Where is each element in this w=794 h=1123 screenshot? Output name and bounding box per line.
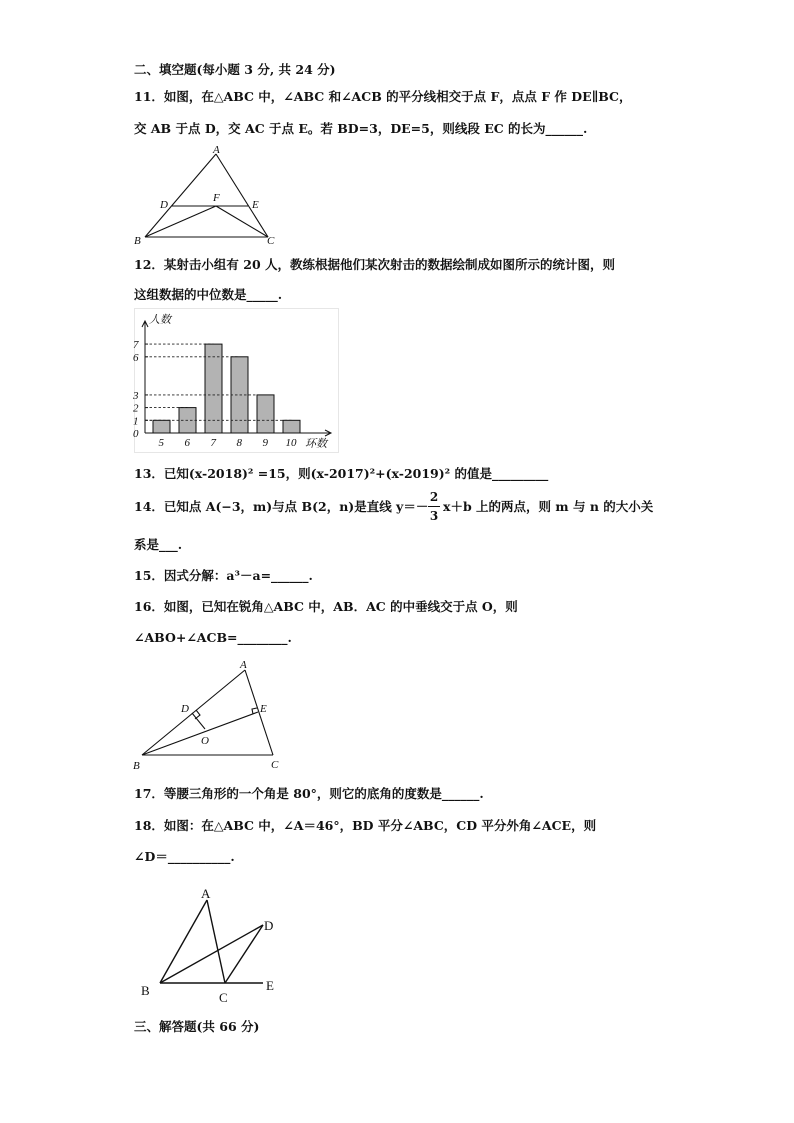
fraction-denominator: 3 xyxy=(429,509,439,523)
question-12-chart-frame xyxy=(134,308,339,453)
label-d: D xyxy=(160,199,168,211)
y-axis-label: 人数 xyxy=(149,314,171,326)
fraction-numerator: 2 xyxy=(429,490,439,504)
y-tick-label: 6 xyxy=(133,351,139,364)
question-11-line-2: 交 AB 于点 D，交 AC 于点 E。若 BD=3，DE=5，则线段 EC 的长为______. xyxy=(134,121,588,136)
label-b: B xyxy=(141,983,150,998)
label-f: F xyxy=(213,192,220,204)
label-d: D xyxy=(264,918,274,933)
y-tick-label: 3 xyxy=(133,389,139,402)
label-a: A xyxy=(240,659,247,671)
question-13: 13．已知(x-2018)² =15，则(x-2017)²+(x-2019)² 的值是_________ xyxy=(134,466,549,481)
y-tick-label: 7 xyxy=(133,339,139,352)
question-12-bar-chart xyxy=(135,309,338,452)
x-axis-label: 环数 xyxy=(305,438,327,450)
bar-7 xyxy=(205,344,222,433)
section-title-fill-in: 二、填空题(每小题 3 分, 共 24 分) xyxy=(134,62,336,77)
question-11-line-1: 11．如图，在△ABC 中，∠ABC 和∠ACB 的平分线相交于点 F，点点 F 作 DE∥BC， xyxy=(134,89,632,104)
fraction-bar xyxy=(428,506,440,507)
question-17: 17．等腰三角形的一个角是 80°，则它的底角的度数是______. xyxy=(134,786,484,801)
y-tick-label: 0 xyxy=(133,428,139,440)
x-tick-label: 7 xyxy=(210,437,216,449)
label-a: A xyxy=(213,144,220,156)
label-e: E xyxy=(266,978,274,993)
x-tick-label: 10 xyxy=(285,437,297,449)
bar-10 xyxy=(283,420,300,433)
question-18-figure xyxy=(135,880,295,1008)
x-tick-label: 5 xyxy=(158,437,164,449)
x-tick-label: 8 xyxy=(236,437,242,449)
question-12-line-1: 12．某射击小组有 20 人，教练根据他们某次射击的数据绘制成如图所示的统计图，则 xyxy=(134,257,615,272)
label-e: E xyxy=(260,703,267,715)
question-16-figure xyxy=(130,655,290,773)
bar-5 xyxy=(153,420,170,433)
question-15: 15．因式分解：a³－a=______. xyxy=(134,568,313,583)
label-o: O xyxy=(201,735,209,747)
question-18-line-1: 18．如图：在△ABC 中，∠A＝46°，BD 平分∠ABC，CD 平分外角∠ACE，则 xyxy=(134,818,597,833)
question-16-line-1: 16．如图，已知在锐角△ABC 中，AB．AC 的中垂线交于点 O，则 xyxy=(134,599,518,614)
question-16-line-2: ∠ABO+∠ACB=________. xyxy=(134,630,292,645)
label-c: C xyxy=(267,235,275,247)
question-12-line-2: 这组数据的中位数是_____. xyxy=(134,287,283,302)
section-title-solutions: 三、解答题(共 66 分) xyxy=(134,1019,260,1034)
question-18-line-2: ∠D＝__________. xyxy=(134,849,235,864)
label-c: C xyxy=(271,759,279,771)
question-14-part-2: x＋b 上的两点，则 m 与 n 的大小关 xyxy=(443,499,654,514)
label-a: A xyxy=(201,886,211,901)
question-14-line-2: 系是___. xyxy=(134,537,183,552)
x-tick-label: 6 xyxy=(184,437,190,449)
x-tick-label: 9 xyxy=(262,437,268,449)
bar-9 xyxy=(257,395,274,433)
question-11-figure xyxy=(130,142,290,250)
y-tick-label: 2 xyxy=(133,402,139,415)
label-b: B xyxy=(133,760,140,772)
label-c: C xyxy=(219,990,228,1005)
label-e: E xyxy=(252,199,259,211)
y-tick-label: 1 xyxy=(133,415,139,428)
label-b: B xyxy=(134,235,141,247)
label-d: D xyxy=(181,703,189,715)
question-14-part-1: 14．已知点 A(−3，m)与点 B(2，n)是直线 y＝－ xyxy=(134,499,429,514)
